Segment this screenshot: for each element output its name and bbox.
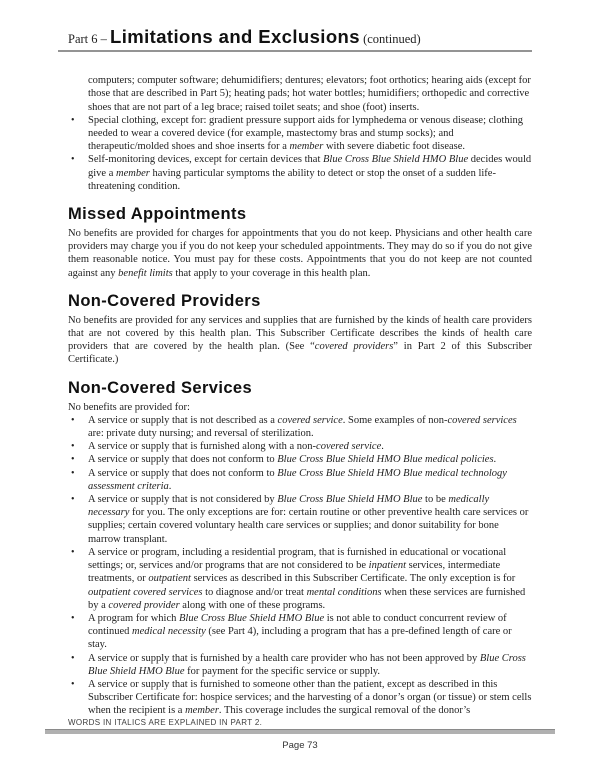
section-heading: Missed Appointments bbox=[68, 205, 247, 224]
list-item bbox=[71, 440, 532, 453]
continued-label: (continued) bbox=[359, 32, 421, 46]
bullet-icon: • bbox=[71, 454, 75, 466]
bullet-icon: • bbox=[71, 494, 75, 506]
list-item-text: A service or supply that is furnished by a health care provider who has not been approved by Blue Cross Blue Shield HMO Blue for payment for the specific service or supply. bbox=[88, 652, 526, 677]
page-footer bbox=[68, 718, 532, 752]
part-label: Part 6 – bbox=[68, 32, 111, 46]
section-missed-appointments bbox=[68, 193, 532, 280]
bullet-icon: • bbox=[71, 414, 75, 426]
section-heading: Non-Covered Services bbox=[68, 378, 253, 397]
section-paragraph: No benefits are provided for any services and supplies that are furnished by the kinds of health care providers that are not covered by this health plan. This Subscriber Certificate describes the kinds of health care providers that are covered by the health plan. (See “covered providers” in Part 2 of this Subscriber Certificate.) bbox=[68, 314, 532, 366]
header-divider bbox=[58, 50, 532, 52]
list-item-text: Self-monitoring devices, except for certain devices that Blue Cross Blue Shield HMO Blue decides would give a member having particular symptoms the ability to detect or stop the onset of a sudden life-threatening condition. bbox=[88, 154, 532, 192]
page-header bbox=[68, 26, 532, 52]
section-non-covered-services bbox=[68, 367, 532, 718]
bullet-icon: • bbox=[71, 441, 75, 453]
list-item bbox=[71, 414, 532, 440]
list-item-continuation: computers; computer software; dehumidifiers; dentures; elevators; foot orthotics; hearing aids (except for those that are described in Part 5); heating pads; hot water bottles; humidifiers; orthopedic and corrective shoes that are not part of a leg brace; raised toilet seats; and shoe (foot) inserts. bbox=[88, 75, 531, 113]
page-number: Page 73 bbox=[282, 739, 318, 751]
section-intro: No benefits are provided for: bbox=[68, 401, 190, 413]
list-item bbox=[71, 114, 532, 154]
bullet-icon: • bbox=[71, 154, 75, 166]
list-item-text: A service or supply that is furnished to someone other than the patient, except as described in this Subscriber Certificate for: hospice services; and the harvesting of a donor’s organ (or tissue) or stem cells when the recipient is a member. This coverage includes the surgical removal of the donor’s bbox=[88, 678, 532, 717]
bullet-icon: • bbox=[71, 114, 75, 126]
list-item-text: A service or supply that is furnished along with a non-covered service. bbox=[88, 441, 384, 453]
list-item bbox=[71, 467, 532, 493]
section-non-covered-providers bbox=[68, 280, 532, 367]
bullet-icon: • bbox=[71, 652, 75, 664]
section-heading: Non-Covered Providers bbox=[68, 291, 261, 310]
list-item-text: A service or program, including a residential program, that is furnished in educational or vocational settings; or, services and/or programs that are not considered to be inpatient services, intermediate treatments, or outpatient services as described in this Subscriber Certificate. The only exception is for outpatient covered services to diagnose and/or treat mental conditions when these services are furnished by a covered provider along with one of these programs. bbox=[88, 546, 526, 611]
list-item bbox=[71, 493, 532, 546]
list-item-text: A service or supply that does not conform to Blue Cross Blue Shield HMO Blue medical policies. bbox=[88, 454, 497, 466]
non-covered-services-list bbox=[71, 414, 532, 718]
list-item-text: A service or supply that is not considered by Blue Cross Blue Shield HMO Blue to be medically necessary for you. The only exceptions are for: certain routine or other preventive health care services or supplies; certain covered voluntary health care services or supplies; and donor suitability for bone marrow transplant. bbox=[88, 494, 529, 545]
section-paragraph: No benefits are provided for charges for appointments that you do not keep. Physicians and other health care providers may charge you if you do not keep your scheduled appointments. They may do so if you do not give them reasonable notice. You must pay for these costs. Appointments that you do not keep are not counted against any benefit limits that apply to your coverage in this health plan. bbox=[68, 228, 532, 279]
list-item-text: Special clothing, except for: gradient pressure support aids for lymphedema or venous disease; clothing needed to wear a covered device (for example, mastectomy bras and stump socks); and therapeutic/molded shoes and shoe inserts for a member with severe diabetic foot disease. bbox=[88, 114, 524, 153]
italics-note: WORDS IN ITALICS ARE EXPLAINED IN PART 2. bbox=[68, 717, 263, 727]
bullet-icon: • bbox=[71, 612, 75, 624]
list-item-text: A service or supply that does not conform to Blue Cross Blue Shield HMO Blue medical technology assessment criteria. bbox=[88, 467, 507, 492]
list-item bbox=[71, 652, 532, 678]
list-item-text: A service or supply that is not described as a covered service. Some examples of non-covered services are: private duty nursing; and reversal of sterilization. bbox=[88, 414, 517, 440]
list-item-text: A program for which Blue Cross Blue Shield HMO Blue is not able to conduct concurrent review of continued medical necessity (see Part 4), including a program that has a pre-defined length of care or stay. bbox=[88, 612, 512, 651]
bullet-icon: • bbox=[71, 467, 75, 479]
exclusions-list-continued bbox=[71, 74, 532, 193]
bullet-icon: • bbox=[71, 546, 75, 558]
list-item bbox=[71, 153, 532, 193]
list-item bbox=[71, 453, 532, 466]
list-item bbox=[71, 546, 532, 612]
footer-divider-bar bbox=[45, 729, 555, 734]
bullet-icon: • bbox=[71, 678, 75, 690]
list-item bbox=[71, 678, 532, 718]
list-item bbox=[71, 612, 532, 652]
page-title: Limitations and Exclusions bbox=[110, 26, 360, 47]
